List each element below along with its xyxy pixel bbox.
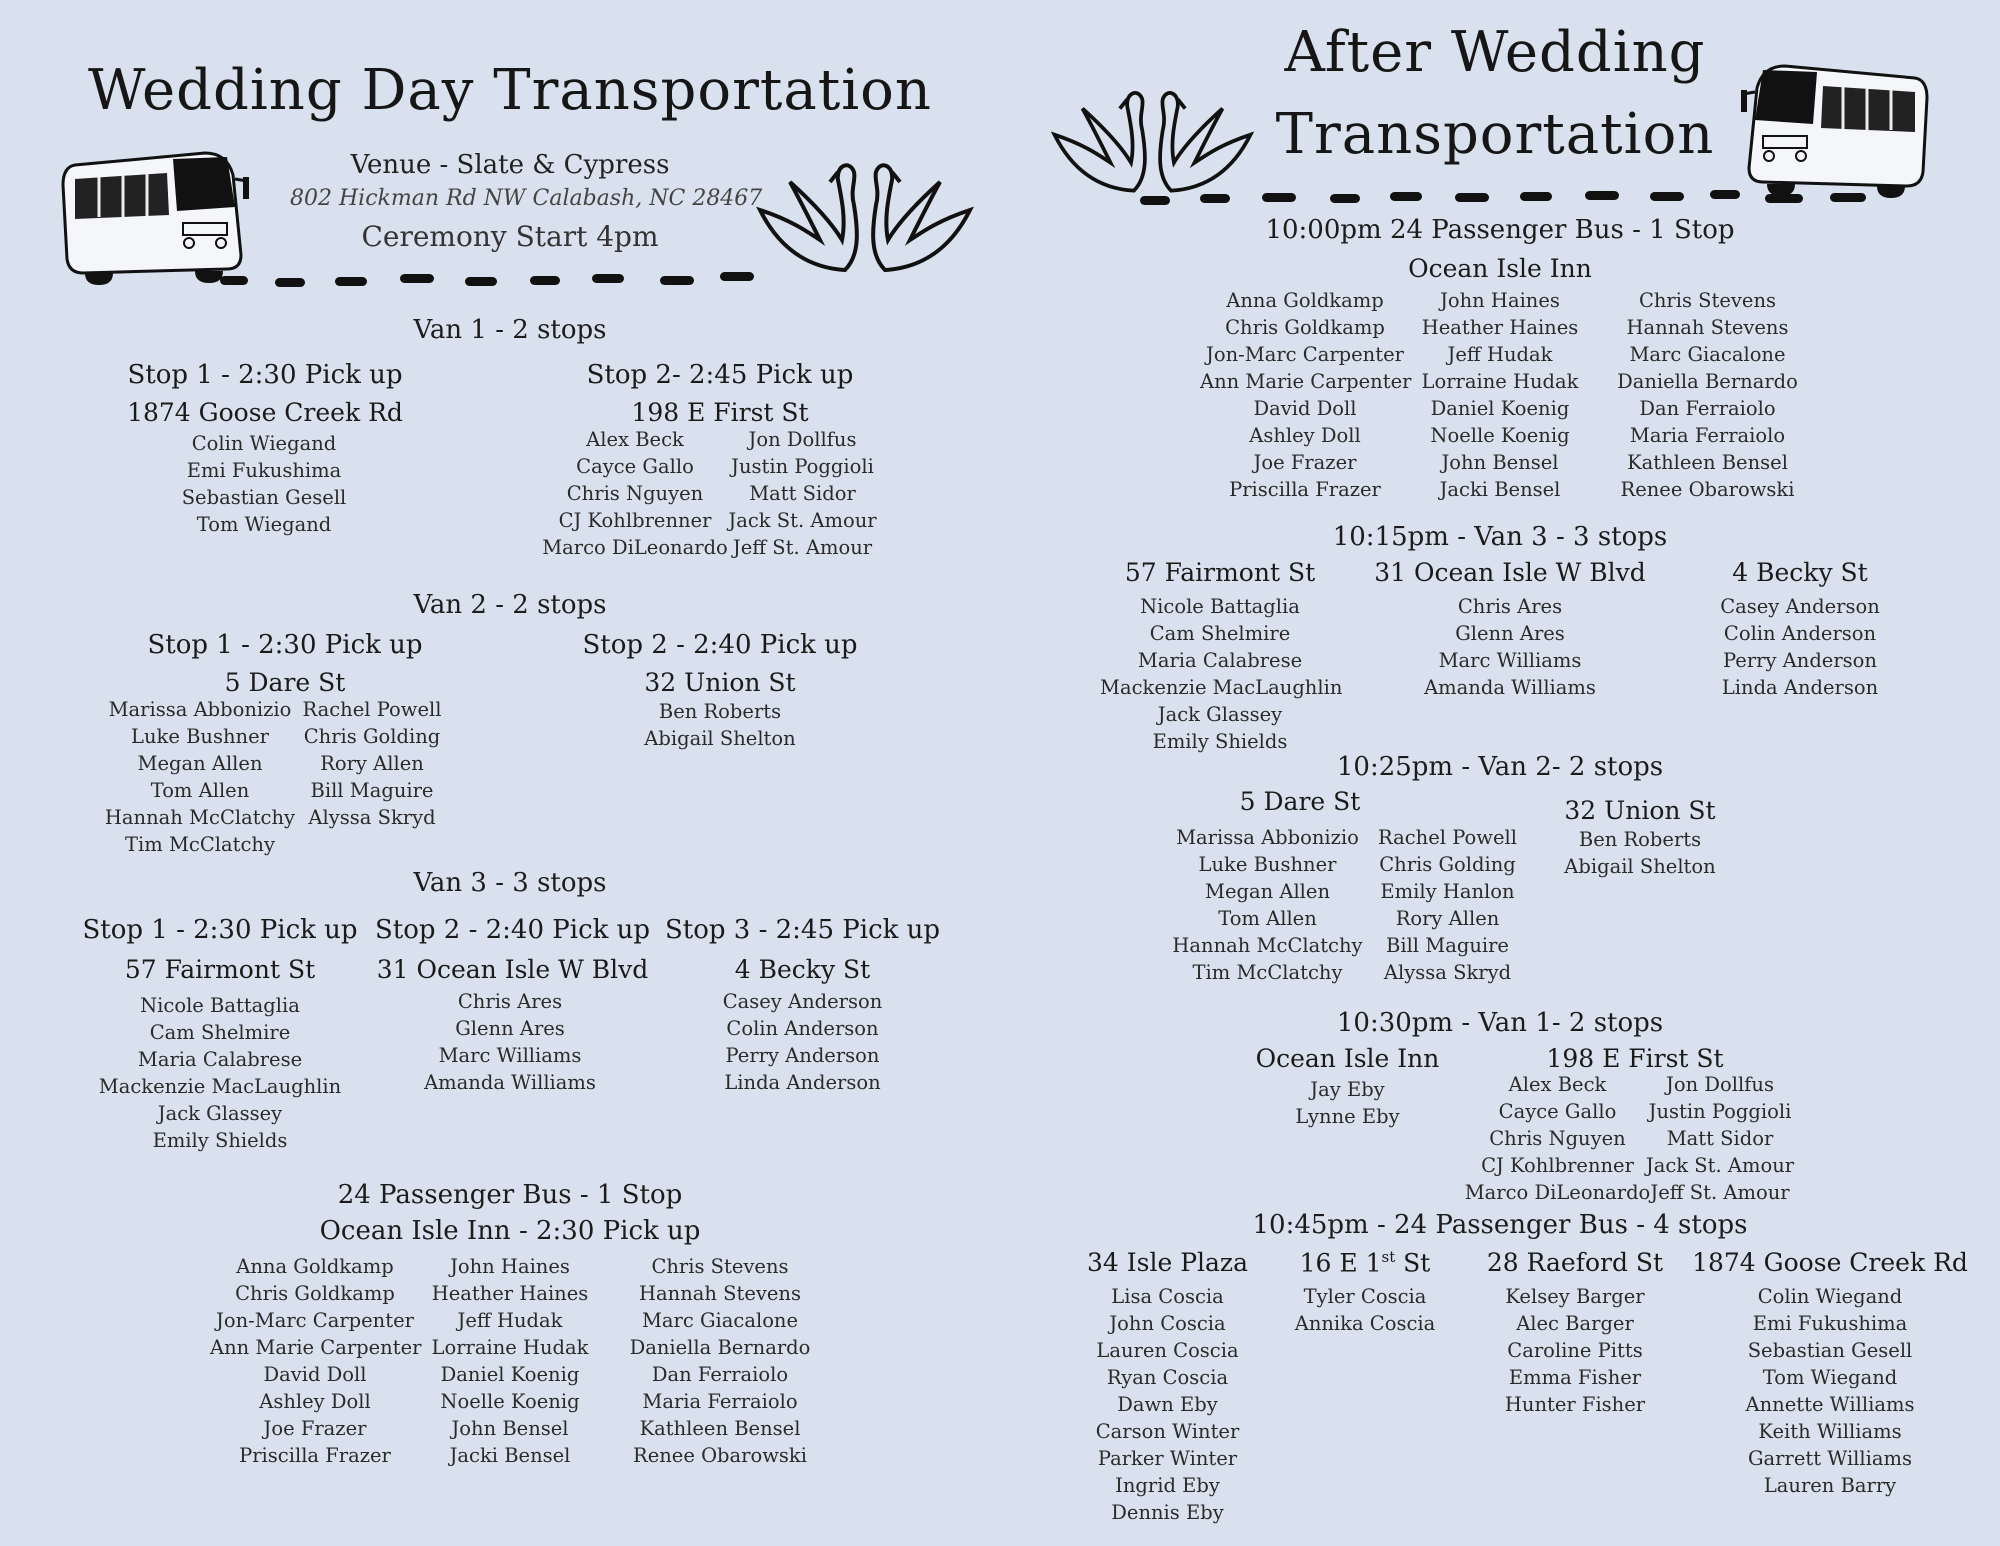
passenger-name: David Doll (1253, 397, 1357, 420)
passenger-name: Bill Maguire (1386, 934, 1509, 957)
left-van1-title: Van 1 - 2 stops (413, 315, 607, 345)
passenger-name: Ashley Doll (1249, 424, 1361, 447)
passenger-name: Luke Bushner (131, 725, 269, 748)
right-van1-b-address: 198 E First St (1546, 1044, 1724, 1073)
right-bus1-col3 (1600, 287, 1815, 503)
passenger-name: Alyssa Skryd (1383, 961, 1512, 984)
right-van2-a-names-b (1360, 824, 1535, 986)
right-van1-title: 10:30pm - Van 1- 2 stops (1336, 1008, 1664, 1038)
passenger-name: Maria Calabrese (1137, 649, 1303, 672)
passenger-name: Amanda Williams (1424, 676, 1596, 699)
passenger-name: Jon Dollfus (1666, 1073, 1774, 1096)
venue-address: 802 Hickman Rd NW Calabash, NC 28467 (290, 186, 763, 211)
passenger-name: Justin Poggioli (731, 455, 874, 478)
passenger-name: Tyler Coscia (1303, 1285, 1427, 1308)
passenger-name: Jacki Bensel (449, 1444, 571, 1467)
left-van1-stop2-title: Stop 2- 2:45 Pick up (586, 360, 854, 390)
passenger-name: Tom Wiegand (1762, 1366, 1898, 1389)
right-van1-a-address: Ocean Isle Inn (1255, 1044, 1440, 1073)
passenger-name: Jon Dollfus (748, 428, 857, 451)
left-van2-stop1-names-b (292, 696, 452, 831)
passenger-name: Jack St. Amour (1645, 1154, 1795, 1177)
passenger-name: Chris Nguyen (566, 482, 704, 505)
passenger-name: Cam Shelmire (1149, 622, 1291, 645)
passenger-name: Caroline Pitts (1507, 1339, 1643, 1362)
right-bus2-a-names (1080, 1283, 1255, 1526)
passenger-name: Daniel Koenig (1430, 397, 1570, 420)
passenger-name: Cam Shelmire (149, 1021, 291, 1044)
passenger-name: Joe Frazer (263, 1417, 367, 1440)
passenger-name: Sebastian Gesell (1747, 1339, 1913, 1362)
left-van3-stop3-title: Stop 3 - 2:45 Pick up (664, 915, 941, 945)
right-van1-b-names-a (1460, 1071, 1655, 1206)
passenger-name: Justin Poggioli (1648, 1100, 1792, 1123)
passenger-name: Rachel Powell (302, 698, 442, 721)
dash-decor (1650, 192, 1684, 201)
dash-decor (1200, 194, 1230, 203)
passenger-name: Megan Allen (137, 752, 263, 775)
dash-decor (1585, 191, 1619, 200)
passenger-name: John Haines (1440, 289, 1560, 312)
dash-decor (1390, 192, 1422, 201)
passenger-name: Abigail Shelton (1564, 855, 1716, 878)
passenger-name: Lorraine Hudak (431, 1336, 589, 1359)
passenger-name: Hannah Stevens (1626, 316, 1789, 339)
passenger-name: Marissa Abbonizio (108, 698, 292, 721)
passenger-name: Ann Marie Carpenter (1200, 370, 1412, 393)
passenger-name: John Haines (450, 1255, 570, 1278)
passenger-name: Dennis Eby (1111, 1501, 1224, 1524)
left-van1-stop1-address: 1874 Goose Creek Rd (127, 398, 403, 427)
passenger-name: Jacki Bensel (1439, 478, 1561, 501)
passenger-name: Colin Anderson (1723, 622, 1877, 645)
passenger-name: Tom Wiegand (196, 513, 332, 536)
left-van1-stop2-names-a (540, 426, 730, 561)
passenger-name: CJ Kohlbrenner (558, 509, 712, 532)
left-van2-stop2-names (620, 698, 820, 752)
passenger-name: John Bensel (1441, 451, 1559, 474)
passenger-name: Ashley Doll (259, 1390, 371, 1413)
passenger-name: Ann Marie Carpenter (210, 1336, 422, 1359)
right-van2-title: 10:25pm - Van 2- 2 stops (1336, 752, 1664, 782)
passenger-name: Daniella Bernardo (629, 1336, 811, 1359)
passenger-name: Glenn Ares (1455, 622, 1565, 645)
passenger-name: Priscilla Frazer (239, 1444, 391, 1467)
passenger-name: Chris Stevens (1638, 289, 1777, 312)
left-van2-stop2-title: Stop 2 - 2:40 Pick up (582, 630, 858, 660)
passenger-name: John Bensel (451, 1417, 569, 1440)
dash-decor (1330, 194, 1360, 203)
bus-icon (1740, 58, 1935, 198)
left-van2-stop2-address: 32 Union St (644, 668, 796, 697)
passenger-name: Chris Stevens (651, 1255, 789, 1278)
passenger-name: Marissa Abbonizio (1176, 826, 1359, 849)
passenger-name: Jon-Marc Carpenter (1206, 343, 1404, 366)
passenger-name: Marco DiLeonardo (542, 536, 728, 559)
right-van1-b-names-b (1640, 1071, 1800, 1206)
passenger-name: Marc Giacalone (1629, 343, 1786, 366)
passenger-name: Chris Ares (1457, 595, 1563, 618)
passenger-name: Alex Beck (586, 428, 684, 451)
left-van2-stop1-address: 5 Dare St (224, 668, 346, 697)
swan-pair-icon (750, 160, 980, 280)
passenger-name: Jon-Marc Carpenter (216, 1309, 414, 1332)
passenger-name: Tim McClatchy (125, 833, 275, 856)
right-bus2-d-names (1720, 1283, 1940, 1499)
right-van2-a-names-a (1170, 824, 1365, 986)
right-title-line2: Transportation (1275, 102, 1715, 167)
right-van3-a-names (1100, 593, 1343, 755)
passenger-name: Marc Williams (1438, 649, 1582, 672)
dash-decor (275, 278, 305, 287)
left-van3-stop2-title: Stop 2 - 2:40 Pick up (374, 915, 651, 945)
passenger-name: Renee Obarowski (1620, 478, 1795, 501)
passenger-name: Chris Ares (457, 990, 563, 1013)
passenger-name: Heather Haines (431, 1282, 589, 1305)
passenger-name: Perry Anderson (725, 1044, 880, 1067)
passenger-name: Linda Anderson (1721, 676, 1879, 699)
passenger-name: Jeff Hudak (1447, 343, 1553, 366)
right-van3-c-names (1700, 593, 1900, 701)
passenger-name: Jeff St. Amour (732, 536, 873, 559)
dash-decor (400, 274, 434, 283)
passenger-name: Casey Anderson (1720, 595, 1880, 618)
passenger-name: Kathleen Bensel (639, 1417, 801, 1440)
passenger-name: Cayce Gallo (576, 455, 694, 478)
passenger-name: Ryan Coscia (1106, 1366, 1229, 1389)
dash-decor (220, 276, 248, 285)
passenger-name: Matt Sidor (1666, 1127, 1774, 1150)
passenger-name: Marco DiLeonardo (1464, 1181, 1651, 1204)
passenger-name: Keith Williams (1758, 1420, 1902, 1443)
right-van3-a-address: 57 Fairmont St (1124, 558, 1316, 587)
passenger-name: Megan Allen (1204, 880, 1331, 903)
passenger-name: Rory Allen (320, 752, 424, 775)
passenger-name: Tom Allen (1218, 907, 1317, 930)
right-bus2-c-names (1480, 1283, 1670, 1418)
passenger-name: CJ Kohlbrenner (1481, 1154, 1634, 1177)
passenger-name: Cayce Gallo (1498, 1100, 1617, 1123)
dash-decor (335, 277, 367, 286)
dash-decor (1830, 193, 1866, 202)
left-bus-title: 24 Passenger Bus - 1 Stop (337, 1180, 683, 1210)
address-ordinal: st (1381, 1248, 1396, 1266)
left-van3-stop2-names (410, 988, 610, 1096)
right-bus2-b-names (1280, 1283, 1450, 1337)
passenger-name: Jack Glassey (157, 1102, 283, 1125)
passenger-name: Alec Barger (1516, 1312, 1634, 1335)
passenger-name: Ingrid Eby (1115, 1474, 1220, 1497)
passenger-name: Annika Coscia (1294, 1312, 1436, 1335)
passenger-name: Nicole Battaglia (1140, 595, 1300, 618)
ceremony-time: Ceremony Start 4pm (361, 220, 659, 253)
right-van3-c-address: 4 Becky St (1732, 558, 1868, 587)
left-bus-col2 (420, 1253, 600, 1469)
passenger-name: Emily Shields (152, 1129, 288, 1152)
passenger-name: Luke Bushner (1198, 853, 1337, 876)
right-van2-b-names (1540, 826, 1740, 880)
passenger-name: Jack St. Amour (728, 509, 877, 532)
passenger-name: Rory Allen (1395, 907, 1500, 930)
passenger-name: Annette Williams (1745, 1393, 1915, 1416)
passenger-name: Rachel Powell (1378, 826, 1517, 849)
left-bus-col1 (210, 1253, 420, 1469)
passenger-name: Jack Glassey (1157, 703, 1283, 726)
passenger-name: Heather Haines (1421, 316, 1579, 339)
passenger-name: Glenn Ares (455, 1017, 565, 1040)
left-van1-stop1-title: Stop 1 - 2:30 Pick up (127, 360, 403, 390)
passenger-name: Linda Anderson (724, 1071, 881, 1094)
passenger-name: Daniel Koenig (440, 1363, 580, 1386)
passenger-name: Sebastian Gesell (181, 486, 347, 509)
passenger-name: Tom Allen (150, 779, 250, 802)
dash-decor (720, 272, 754, 281)
passenger-name: Chris Golding (303, 725, 441, 748)
passenger-name: Joe Frazer (1253, 451, 1357, 474)
dash-decor (592, 274, 624, 283)
passenger-name: Colin Anderson (726, 1017, 879, 1040)
passenger-name: Nicole Battaglia (140, 994, 300, 1017)
passenger-name: Chris Goldkamp (235, 1282, 395, 1305)
passenger-name: Hannah Stevens (639, 1282, 801, 1305)
left-van3-stop1-address: 57 Fairmont St (124, 955, 316, 984)
passenger-name: Maria Ferraiolo (1629, 424, 1786, 447)
left-van1-stop1-names (114, 430, 414, 538)
left-title: Wedding Day Transportation (88, 58, 932, 123)
right-bus2-b-address (1290, 1248, 1440, 1277)
passenger-name: Emily Hanlon (1380, 880, 1515, 903)
passenger-name: Lauren Barry (1763, 1474, 1897, 1497)
passenger-name: Maria Calabrese (137, 1048, 303, 1071)
passenger-name: Abigail Shelton (644, 727, 796, 750)
right-van3-b-address: 31 Ocean Isle W Blvd (1374, 558, 1646, 587)
left-van2-stop1-names-a (100, 696, 300, 858)
dash-decor (1140, 196, 1170, 205)
right-van3-title: 10:15pm - Van 3 - 3 stops (1332, 522, 1668, 552)
dash-decor (1262, 193, 1296, 202)
address-suffix: St (1395, 1248, 1431, 1278)
passenger-name: Chris Goldkamp (1225, 316, 1385, 339)
address-number: 16 E 1 (1299, 1248, 1382, 1278)
venue-label: Venue - Slate & Cypress (350, 150, 670, 180)
passenger-name: Lynne Eby (1295, 1105, 1400, 1128)
left-van3-stop1-title: Stop 1 - 2:30 Pick up (82, 915, 358, 945)
passenger-name: Emma Fisher (1508, 1366, 1642, 1389)
passenger-name: Priscilla Frazer (1229, 478, 1381, 501)
dash-decor (1765, 194, 1803, 203)
dash-decor (530, 276, 560, 285)
left-van3-stop3-address: 4 Becky St (734, 955, 871, 984)
right-bus2-c-address: 28 Raeford St (1486, 1248, 1664, 1277)
passenger-name: Mackenzie MacLaughlin (1100, 676, 1343, 699)
passenger-name: Kelsey Barger (1505, 1285, 1645, 1308)
left-van3-stop3-names (700, 988, 905, 1096)
passenger-name: Tim McClatchy (1192, 961, 1343, 984)
right-bus1-col1 (1200, 287, 1410, 503)
passenger-name: Anna Goldkamp (1226, 289, 1384, 312)
right-van1-a-names (1250, 1076, 1445, 1130)
passenger-name: Chris Golding (1379, 853, 1516, 876)
dash-decor (660, 276, 694, 285)
passenger-name: Matt Sidor (749, 482, 856, 505)
passenger-name: Hannah McClatchy (1172, 934, 1363, 957)
left-van3-stop1-names (90, 992, 350, 1154)
passenger-name: Lorraine Hudak (1421, 370, 1579, 393)
left-van2-title: Van 2 - 2 stops (413, 590, 607, 620)
passenger-name: Marc Williams (438, 1044, 582, 1067)
passenger-name: Emi Fukushima (1752, 1312, 1908, 1335)
passenger-name: Jeff Hudak (457, 1309, 563, 1332)
left-van2-stop1-title: Stop 1 - 2:30 Pick up (147, 630, 423, 660)
passenger-name: Jay Eby (1310, 1078, 1385, 1101)
passenger-name: Jeff St. Amour (1650, 1181, 1790, 1204)
passenger-name: Colin Wiegand (191, 432, 337, 455)
passenger-name: Lauren Coscia (1096, 1339, 1239, 1362)
passenger-name: John Coscia (1109, 1312, 1226, 1335)
passenger-name: Parker Winter (1097, 1447, 1238, 1470)
passenger-name: Mackenzie MacLaughlin (98, 1075, 342, 1098)
passenger-name: Garrett Williams (1747, 1447, 1913, 1470)
right-bus2-title: 10:45pm - 24 Passenger Bus - 4 stops (1252, 1210, 1748, 1240)
passenger-name: Perry Anderson (1723, 649, 1877, 672)
left-van3-title: Van 3 - 3 stops (413, 868, 607, 898)
dash-decor (1710, 190, 1740, 199)
passenger-name: Noelle Koenig (1430, 424, 1570, 447)
right-van2-a-address: 5 Dare St (1239, 787, 1361, 816)
passenger-name: Renee Obarowski (633, 1444, 807, 1467)
passenger-name: Daniella Bernardo (1617, 370, 1798, 393)
passenger-name: Emily Shields (1152, 730, 1288, 753)
passenger-name: Anna Goldkamp (236, 1255, 394, 1278)
passenger-name: Ben Roberts (1578, 828, 1702, 851)
bus-icon (55, 145, 250, 285)
left-bus-subtitle: Ocean Isle Inn - 2:30 Pick up (319, 1216, 701, 1246)
right-bus1-title: 10:00pm 24 Passenger Bus - 1 Stop (1265, 215, 1735, 245)
passenger-name: Amanda Williams (424, 1071, 596, 1094)
left-van1-stop2-names-b (720, 426, 885, 561)
passenger-name: Casey Anderson (722, 990, 883, 1013)
passenger-name: Marc Giacalone (641, 1309, 799, 1332)
left-van3-stop2-address: 31 Ocean Isle W Blvd (376, 955, 649, 984)
passenger-name: Kathleen Bensel (1627, 451, 1788, 474)
right-bus1-address: Ocean Isle Inn (1408, 254, 1592, 283)
passenger-name: Maria Ferraiolo (642, 1390, 798, 1413)
passenger-name: Emi Fukushima (186, 459, 342, 482)
dash-decor (1455, 193, 1489, 202)
left-van1-stop2-address: 198 E First St (631, 398, 809, 427)
dash-decor (1520, 192, 1552, 201)
passenger-name: Carson Winter (1095, 1420, 1240, 1443)
passenger-name: Dan Ferraiolo (1639, 397, 1776, 420)
passenger-name: Bill Maguire (310, 779, 434, 802)
passenger-name: Chris Nguyen (1489, 1127, 1626, 1150)
passenger-name: David Doll (263, 1363, 367, 1386)
right-van2-b-address: 32 Union St (1564, 796, 1716, 825)
passenger-name: Dan Ferraiolo (651, 1363, 789, 1386)
dash-decor (465, 277, 497, 286)
right-bus2-d-address: 1874 Goose Creek Rd (1692, 1248, 1968, 1277)
passenger-name: Hunter Fisher (1504, 1393, 1646, 1416)
right-van3-b-names (1410, 593, 1610, 701)
passenger-name: Hannah McClatchy (104, 806, 296, 829)
right-bus1-col2 (1410, 287, 1590, 503)
passenger-name: Dawn Eby (1117, 1393, 1218, 1416)
passenger-name: Lisa Coscia (1111, 1285, 1224, 1308)
passenger-name: Alex Beck (1508, 1073, 1607, 1096)
passenger-name: Colin Wiegand (1757, 1285, 1903, 1308)
left-bus-col3 (610, 1253, 830, 1469)
passenger-name: Alyssa Skryd (308, 806, 436, 829)
right-bus2-a-address: 34 Isle Plaza (1087, 1248, 1248, 1277)
passenger-name: Noelle Koenig (440, 1390, 580, 1413)
swan-pair-icon (1040, 88, 1265, 200)
right-title-line1: After Wedding (1284, 20, 1706, 85)
passenger-name: Ben Roberts (658, 700, 782, 723)
